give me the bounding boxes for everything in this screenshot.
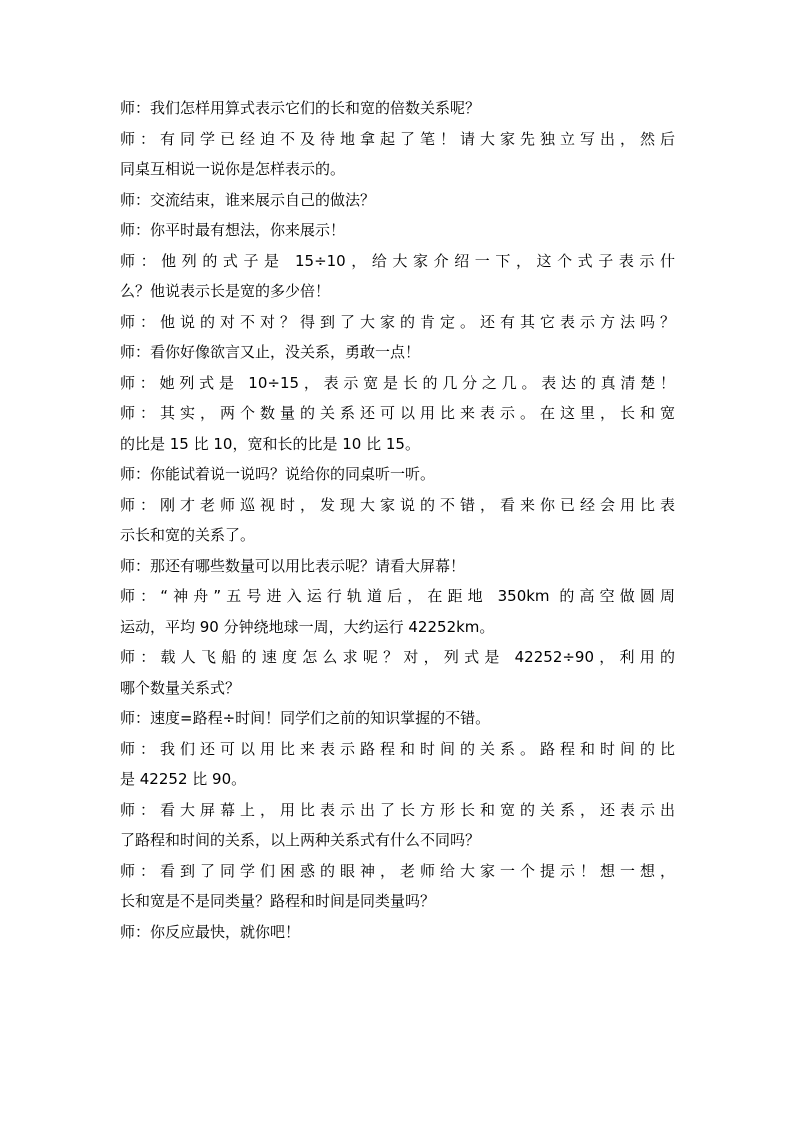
text-line: 是 42252 比 90。: [120, 770, 247, 788]
text-line: 同桌互相说一说你是怎样表示的。: [120, 160, 346, 178]
text-line: 师：速度=路程÷时间！同学们之前的知识掌握的不错。: [120, 709, 491, 727]
text-line: 师：有同学已经迫不及待地拿起了笔！请大家先独立写出，然后: [120, 129, 675, 148]
document-body: [120, 93, 675, 947]
text-line: 运动，平均 90 分钟绕地球一周，大约运行 42252km。: [120, 617, 495, 636]
text-line: 师：“神舟”五号进入运行轨道后，在距地 350km 的高空做圆周: [120, 587, 675, 605]
text-line: 师：他列的式子是 15÷10，给大家介绍一下，这个式子表示什: [120, 251, 675, 270]
text-line: 示长和宽的关系了。: [120, 526, 256, 544]
text-line: 师：看到了同学们困惑的眼神，老师给大家一个提示！想一想，: [120, 861, 675, 880]
text-line: 师：你平时最有想法，你来展示！: [120, 221, 346, 239]
text-line: 师：你反应最快，就你吧！: [120, 922, 301, 941]
text-line: 长和宽是不是同类量？路程和时间是同类量吗？: [120, 892, 436, 910]
text-line: 师：看你好像欲言又止，没关系，勇敢一点！: [120, 343, 421, 361]
text-line: 师：他说的对不对？得到了大家的肯定。还有其它表示方法吗？: [120, 312, 675, 331]
text-line: 师：其实，两个数量的关系还可以用比来表示。在这里，长和宽: [120, 404, 675, 422]
text-line: 师：我们怎样用算式表示它们的长和宽的倍数关系呢？: [120, 99, 481, 117]
text-line: 哪个数量关系式？: [120, 678, 241, 697]
text-line: 师：刚才老师巡视时，发现大家说的不错，看来你已经会用比表: [120, 495, 675, 514]
text-line: 师：交流结束，谁来展示自己的做法？: [120, 190, 376, 209]
text-line: 的比是 15 比 10，宽和长的比是 10 比 15。: [120, 434, 420, 453]
text-line: 师：那还有哪些数量可以用比表示呢？请看大屏幕！: [120, 556, 466, 575]
text-line: 师：看大屏幕上，用比表示出了长方形长和宽的关系，还表示出: [120, 800, 675, 819]
text-line: 师：载人飞船的速度怎么求呢？对，列式是 42252÷90，利用的: [120, 648, 675, 666]
text-line: 师：我们还可以用比来表示路程和时间的关系。路程和时间的比: [120, 739, 675, 758]
text-line: 师：她列式是 10÷15，表示宽是长的几分之几。表达的真清楚！: [120, 373, 675, 392]
text-line: 师：你能试着说一说吗？说给你的同桌听一听。: [120, 465, 436, 483]
text-line: 么？他说表示长是宽的多少倍！: [120, 282, 331, 300]
text-line: 了路程和时间的关系，以上两种关系式有什么不同吗？: [120, 831, 481, 849]
